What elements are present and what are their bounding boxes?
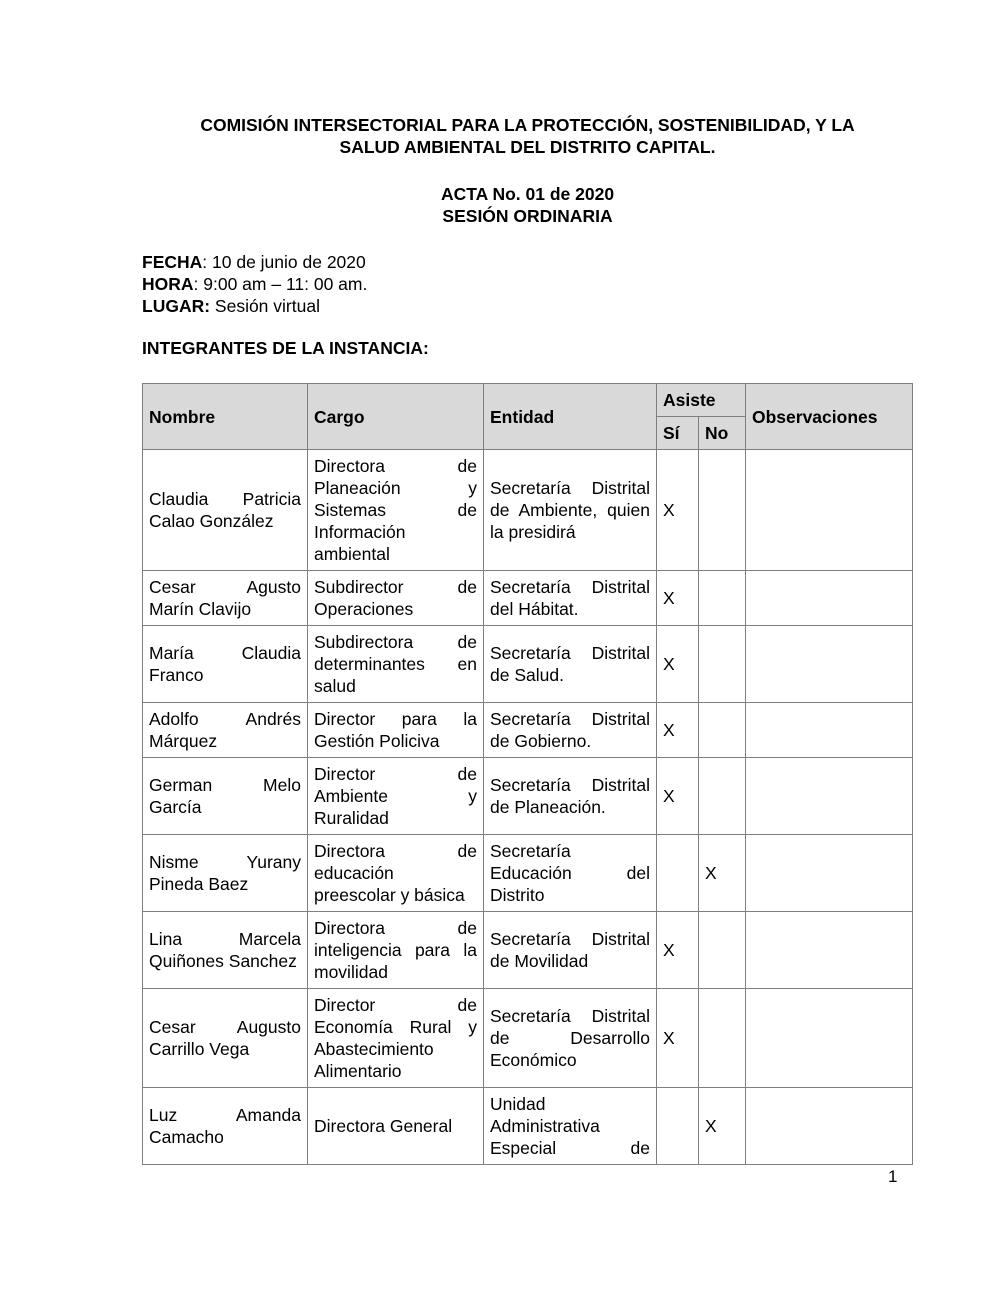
cell-asiste-no <box>699 758 746 835</box>
cell-asiste-si: X <box>657 758 699 835</box>
cell-cargo: Subdirectora de determinantes en salud <box>308 626 484 703</box>
cell-asiste-si: X <box>657 703 699 758</box>
fecha-label: FECHA <box>142 252 203 272</box>
column-header-no: No <box>699 417 746 450</box>
meta-fecha <box>142 251 913 273</box>
cell-entidad: Secretaría Distrital de Movilidad <box>484 912 657 989</box>
cell-observaciones <box>746 912 913 989</box>
table-row <box>143 703 913 758</box>
cell-nombre: Claudia Patricia Calao González <box>143 450 308 571</box>
cell-entidad: Secretaría Distrital de Salud. <box>484 626 657 703</box>
cell-observaciones <box>746 1088 913 1165</box>
table-row <box>143 912 913 989</box>
table-row <box>143 989 913 1088</box>
cell-nombre: German Melo García <box>143 758 308 835</box>
cell-observaciones <box>746 450 913 571</box>
cell-cargo: Subdirector de Operaciones <box>308 571 484 626</box>
column-header-nombre: Nombre <box>143 384 308 450</box>
page-title-line2: SALUD AMBIENTAL DEL DISTRITO CAPITAL. <box>339 137 716 157</box>
lugar-label: LUGAR: <box>142 296 211 316</box>
cell-cargo: Director de Ambiente y Ruralidad <box>308 758 484 835</box>
table-row <box>143 835 913 912</box>
cell-asiste-no: X <box>699 1088 746 1165</box>
cell-nombre: Cesar Agusto Marín Clavijo <box>143 571 308 626</box>
cell-asiste-si: X <box>657 571 699 626</box>
hora-value: : 9:00 am – 11: 00 am. <box>193 274 368 294</box>
meta-block <box>142 251 913 317</box>
cell-observaciones <box>746 758 913 835</box>
column-header-cargo: Cargo <box>308 384 484 450</box>
meta-lugar <box>142 295 913 317</box>
table-row <box>143 758 913 835</box>
cell-asiste-no: X <box>699 835 746 912</box>
cell-asiste-no <box>699 912 746 989</box>
members-table <box>142 383 913 1165</box>
cell-asiste-no <box>699 450 746 571</box>
session-type: SESIÓN ORDINARIA <box>442 206 613 226</box>
cell-cargo: Directora de Planeación y Sistemas de Información ambiental <box>308 450 484 571</box>
cell-nombre: María Claudia Franco <box>143 626 308 703</box>
cell-entidad: Unidad Administrativa Especial de <box>484 1088 657 1165</box>
cell-asiste-no <box>699 703 746 758</box>
table-row <box>143 450 913 571</box>
cell-asiste-si <box>657 1088 699 1165</box>
cell-nombre: Cesar Augusto Carrillo Vega <box>143 989 308 1088</box>
cell-observaciones <box>746 571 913 626</box>
acta-heading <box>142 183 913 227</box>
cell-asiste-no <box>699 989 746 1088</box>
column-header-asiste: Asiste <box>657 384 746 417</box>
cell-asiste-si: X <box>657 450 699 571</box>
cell-asiste-no <box>699 571 746 626</box>
cell-observaciones <box>746 835 913 912</box>
cell-cargo: Directora de inteligencia para la movilidad <box>308 912 484 989</box>
cell-observaciones <box>746 703 913 758</box>
cell-asiste-si <box>657 835 699 912</box>
page-number: 1 <box>888 1167 898 1186</box>
table-row <box>143 1088 913 1165</box>
meta-hora <box>142 273 913 295</box>
cell-nombre: Nisme Yurany Pineda Baez <box>143 835 308 912</box>
cell-entidad: Secretaría Distrital del Hábitat. <box>484 571 657 626</box>
header-row-1 <box>143 384 913 417</box>
cell-cargo: Director de Economía Rural y Abastecimiento Alimentario <box>308 989 484 1088</box>
cell-observaciones <box>746 989 913 1088</box>
acta-number: ACTA No. 01 de 2020 <box>440 184 615 204</box>
cell-asiste-no <box>699 626 746 703</box>
cell-nombre: Adolfo Andrés Márquez <box>143 703 308 758</box>
column-header-si: Sí <box>657 417 699 450</box>
cell-entidad: Secretaría Distrital de Planeación. <box>484 758 657 835</box>
cell-cargo: Directora de educación preescolar y básica <box>308 835 484 912</box>
cell-nombre: Lina Marcela Quiñones Sanchez <box>143 912 308 989</box>
document-content <box>142 0 913 1165</box>
column-header-entidad: Entidad <box>484 384 657 450</box>
cell-entidad: Secretaría Distrital de Desarrollo Económico <box>484 989 657 1088</box>
cell-cargo: Director para la Gestión Policiva <box>308 703 484 758</box>
hora-label: HORA <box>142 274 194 294</box>
page-title <box>142 114 913 158</box>
cell-nombre: Luz Amanda Camacho <box>143 1088 308 1165</box>
cell-entidad: Secretaría Distrital de Ambiente, quien la presidirá <box>484 450 657 571</box>
fecha-value: : 10 de junio de 2020 <box>202 252 366 272</box>
table-row <box>143 626 913 703</box>
section-heading: INTEGRANTES DE LA INSTANCIA: <box>142 338 429 358</box>
page-title-line1: COMISIÓN INTERSECTORIAL PARA LA PROTECCIÓN, SOSTENIBILIDAD, Y LA <box>200 115 855 135</box>
cell-asiste-si: X <box>657 626 699 703</box>
cell-entidad: Secretaría Educación del Distrito <box>484 835 657 912</box>
lugar-value: Sesión virtual <box>210 296 320 316</box>
cell-asiste-si: X <box>657 989 699 1088</box>
cell-observaciones <box>746 626 913 703</box>
cell-cargo: Directora General <box>308 1088 484 1165</box>
table-row <box>143 571 913 626</box>
column-header-observaciones: Observaciones <box>746 384 913 450</box>
cell-asiste-si: X <box>657 912 699 989</box>
cell-entidad: Secretaría Distrital de Gobierno. <box>484 703 657 758</box>
